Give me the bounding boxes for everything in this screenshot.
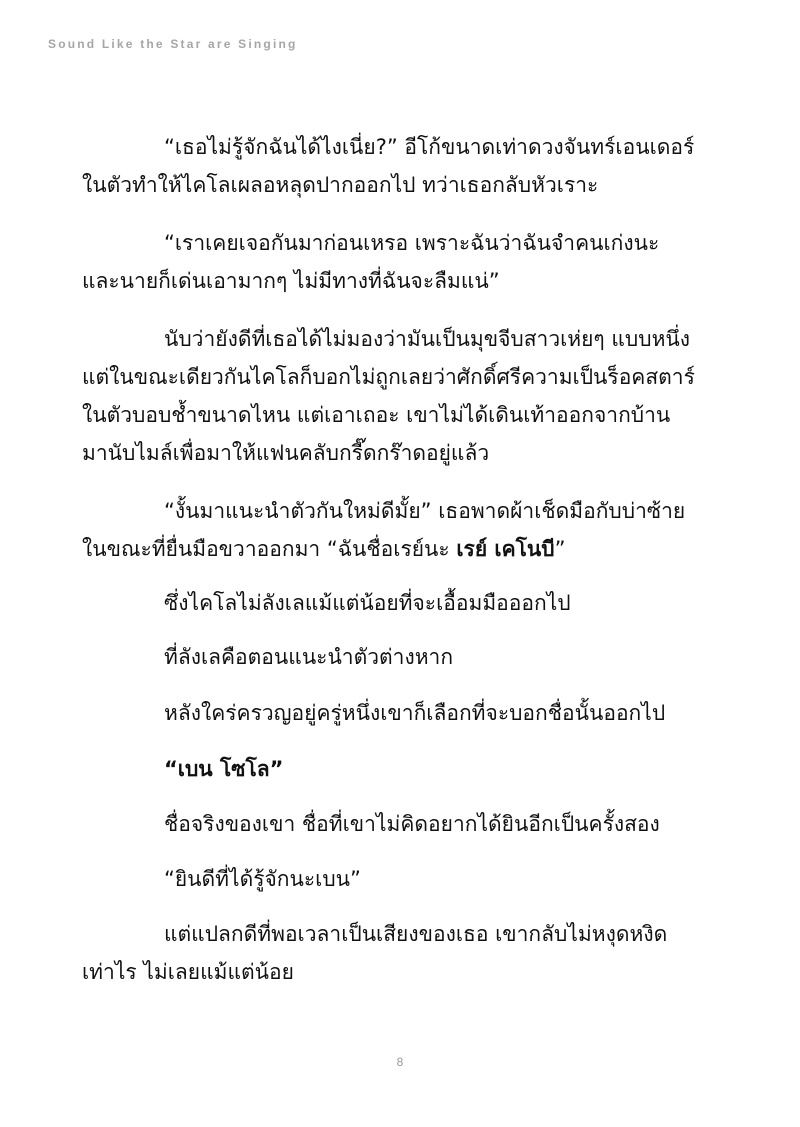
- text-line: ในตัวทำให้ไคโลเผลอหลุดปากออกไป ทว่าเธอกลับหัวเราะ: [82, 173, 599, 197]
- text-line: ในตัวบอบช้ำขนาดไหน แต่เอาเถอะ เขาไม่ได้เดินเท้าออกจากบ้าน: [82, 403, 671, 427]
- text-line: ชื่อจริงของเขา ชื่อที่เขาไม่คิดอยากได้ยินอีกเป็นครั้งสอง: [164, 812, 660, 836]
- paragraph: [82, 224, 722, 300]
- text-line: “ยินดีที่ได้รู้จักนะเบน”: [164, 867, 361, 891]
- paragraph: [82, 694, 722, 732]
- paragraph: [82, 128, 722, 204]
- text-line: “เราเคยเจอกันมาก่อนเหรอ เพราะฉันว่าฉันจำคนเก่งนะ: [164, 231, 660, 255]
- running-header: Sound Like the Star are Singing: [48, 37, 298, 51]
- text-line: มานับไมล์เพื่อมาให้แฟนคลับกรี๊ดกร๊าดอยู่แล้ว: [82, 441, 490, 465]
- paragraph: [82, 584, 722, 622]
- paragraph: [82, 750, 722, 788]
- text-line: นับว่ายังดีที่เธอได้ไม่มองว่ามันเป็นมุขจีบสาวเห่ยๆ แบบหนึ่ง: [164, 327, 691, 351]
- text-line: “เธอไม่รู้จักฉันได้ไงเนี่ย?” อีโก้ขนาดเท่าดวงจันทร์เอนเดอร์: [164, 135, 695, 159]
- text-line: ซึ่งไคโลไม่ลังเลแม้แต่น้อยที่จะเอื้อมมือออกไป: [164, 591, 571, 615]
- page-number: 8: [396, 1055, 404, 1069]
- character-name: เรย์ เคโนบี: [456, 537, 555, 561]
- paragraph: [82, 492, 722, 568]
- text-line: หลังใคร่ครวญอยู่ครู่หนึ่งเขาก็เลือกที่จะบอกชื่อนั้นออกไป: [164, 701, 666, 725]
- text-line: และนายก็เด่นเอามากๆ ไม่มีทางที่ฉันจะลืมแน่”: [82, 269, 500, 293]
- text-line: ที่ลังเลคือตอนแนะนำตัวต่างหาก: [164, 645, 454, 669]
- text-line: “งั้นมาแนะนำตัวกันใหม่ดีมั้ย” เธอพาดผ้าเช็ดมือกับบ่าซ้าย: [164, 499, 686, 523]
- text-segment: ”: [554, 537, 566, 561]
- text-segment: ในขณะที่ยื่นมือขวาออกมา “ฉันชื่อเรย์นะ: [82, 537, 457, 561]
- paragraph: [82, 638, 722, 676]
- paragraph: [82, 860, 722, 898]
- text-line: แต่ในขณะเดียวกันไคโลก็บอกไม่ถูกเลยว่าศักดิ์ศรีความเป็นร็อคสตาร์: [82, 365, 695, 389]
- character-name: “เบน โซโล”: [164, 757, 284, 781]
- paragraph: [82, 805, 722, 843]
- text-line: [82, 750, 722, 788]
- text-line: เท่าไร ไม่เลยแม้แต่น้อย: [82, 960, 294, 984]
- paragraph: [82, 915, 722, 991]
- paragraph: [82, 320, 722, 472]
- text-line: [82, 530, 722, 568]
- text-line: แต่แปลกดีที่พอเวลาเป็นเสียงของเธอ เขากลับไม่หงุดหงิด: [164, 922, 668, 946]
